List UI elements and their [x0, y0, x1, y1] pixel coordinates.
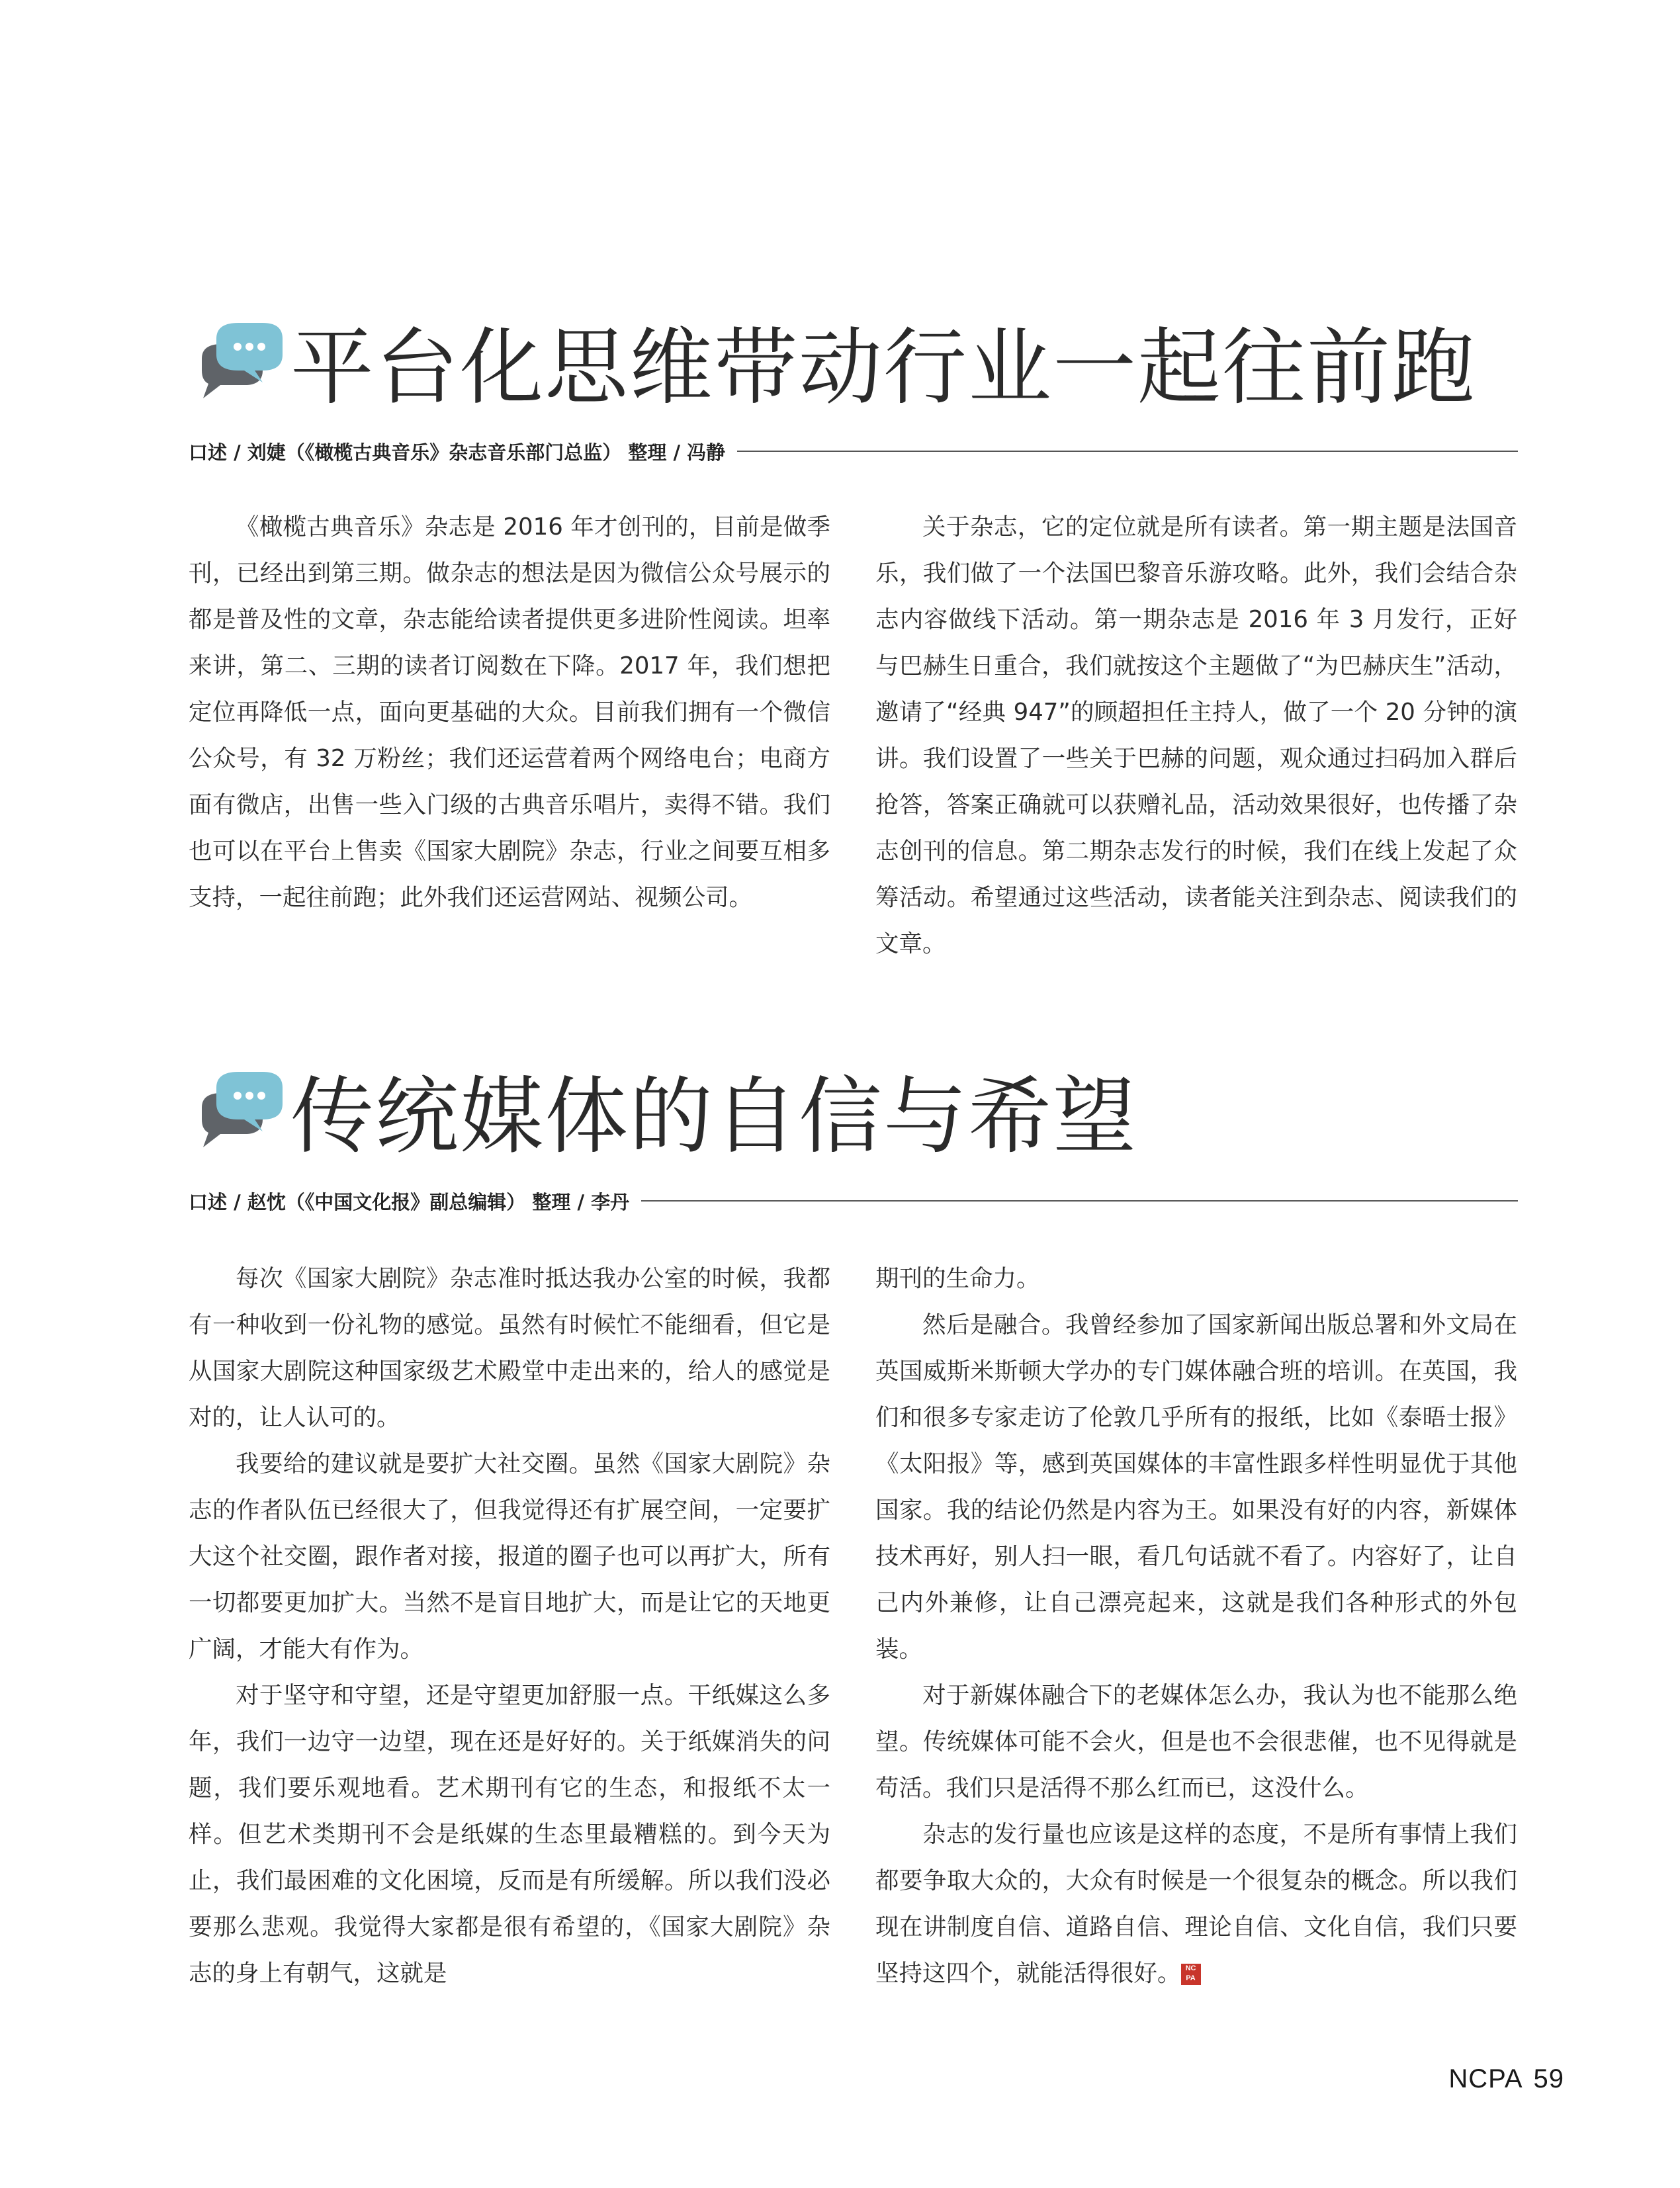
section-1-title: 平台化思维带动行业一起往前跑: [290, 318, 1476, 416]
paragraph: 对于新媒体融合下的老媒体怎么办，我认为也不能那么绝望。传统媒体可能不会火，但是也不会很悲催，也不见得就是苟活。我们只是活得不那么红而已，这没什么。: [875, 1682, 1517, 1802]
paragraph-last-text: 杂志的发行量也应该是这样的态度，不是所有事情上我们都要争取大众的，大众有时候是一个很复杂的概念。所以我们现在讲制度自信、道路自信、理论自信、文化自信，我们只要坚持这四个，就能活得很好。: [875, 1821, 1517, 1987]
section-1-left-column: [189, 504, 830, 921]
section-2-title: 传统媒体的自信与希望: [290, 1067, 1137, 1165]
section-1-heading: [189, 311, 1476, 416]
paragraph: 对于坚守和守望，还是守望更加舒服一点。干纸媒这么多年，我们一边守一边望，现在还是好好的。关于纸媒消失的问题，我们要乐观地看。艺术期刊有它的生态，和报纸不太一样。但艺术类期刊不会是纸媒的生态里最糟糕的。到今天为止，我们最困难的文化困境，反而是有所缓解。所以我们没必要那么悲观。我觉得大家都是很有希望的，《国家大剧院》杂志的身上有朝气，这就是: [189, 1682, 830, 1987]
page-number: 59: [1533, 2064, 1564, 2093]
section-2-left-column: [189, 1256, 830, 1997]
end-mark-logo: NC PA: [1181, 1964, 1201, 1985]
speech-bubble-icon: [189, 318, 288, 404]
section-2-byline-text: 口述 / 赵忱（《中国文化报》副总编辑） 整理 / 李丹: [189, 1190, 630, 1213]
page-footer: [1448, 2064, 1564, 2094]
paragraph: 《橄榄古典音乐》杂志是 2016 年才创刊的，目前是做季刊，已经出到第三期。做杂志的想法是因为微信公众号展示的都是普及性的文章，杂志能给读者提供更多进阶性阅读。坦率来讲，第二、三期的读者订阅数在下降。2017 年，我们想把定位再降低一点，面向更基础的大众。目前我们拥有一个微信公众号，有 32 万粉丝；我们还运营着两个网络电台；电商方面有微店，出售一些入门级的古典音乐唱片，卖得不错。我们也可以在平台上售卖《国家大剧院》杂志，行业之间要互相多支持，一起往前跑；此外我们还运营网站、视频公司。: [189, 513, 830, 911]
section-2-right-column: [875, 1256, 1517, 1997]
paragraph: 我要给的建议就是要扩大社交圈。虽然《国家大剧院》杂志的作者队伍已经很大了，但我觉得还有扩展空间，一定要扩大这个社交圈，跟作者对接，报道的圈子也可以再扩大，所有一切都要更加扩大。当然不是盲目地扩大，而是让它的天地更广阔，才能大有作为。: [189, 1450, 830, 1663]
section-1-byline: [189, 438, 1518, 464]
paragraph: 然后是融合。我曾经参加了国家新闻出版总署和外文局在英国威斯米斯顿大学办的专门媒体融合班的培训。在英国，我们和很多专家走访了伦敦几乎所有的报纸，比如《泰晤士报》《太阳报》等，感到英国媒体的丰富性跟多样性明显优于其他国家。我的结论仍然是内容为王。如果没有好的内容，新媒体技术再好，别人扫一眼，看几句话就不看了。内容好了，让自己内外兼修，让自己漂亮起来，这就是我们各种形式的外包装。: [875, 1311, 1517, 1663]
paragraph: 每次《国家大剧院》杂志准时抵达我办公室的时候，我都有一种收到一份礼物的感觉。虽然有时候忙不能细看，但它是从国家大剧院这种国家级艺术殿堂中走出来的，给人的感觉是对的，让人认可的。: [189, 1265, 830, 1431]
byline-divider: [641, 1200, 1518, 1202]
byline-divider: [737, 451, 1518, 452]
paragraph: 关于杂志，它的定位就是所有读者。第一期主题是法国音乐，我们做了一个法国巴黎音乐游攻略。此外，我们会结合杂志内容做线下活动。第一期杂志是 2016 年 3 月发行，正好与巴赫生日重合，我们就按这个主题做了“为巴赫庆生”活动，邀请了“经典 947”的顾超担任主持人，做了一个 20 分钟的演讲。我们设置了一些关于巴赫的问题，观众通过扫码加入群后抢答，答案正确就可以获赠礼品，活动效果很好，也传播了杂志创刊的信息。第二期杂志发行的时候，我们在线上发起了众筹活动。希望通过这些活动，读者能关注到杂志、阅读我们的文章。: [875, 513, 1517, 957]
paragraph-last: [875, 1812, 1517, 1997]
section-1-right-column: [875, 504, 1517, 967]
section-2-heading: [189, 1060, 1137, 1165]
footer-brand: NCPA: [1448, 2064, 1523, 2093]
speech-bubble-icon: [189, 1067, 288, 1153]
section-2-byline: [189, 1188, 1518, 1214]
paragraph-continuation: 期刊的生命力。: [875, 1265, 1040, 1292]
section-1-byline-text: 口述 / 刘婕（《橄榄古典音乐》杂志音乐部门总监） 整理 / 冯静: [189, 441, 726, 464]
